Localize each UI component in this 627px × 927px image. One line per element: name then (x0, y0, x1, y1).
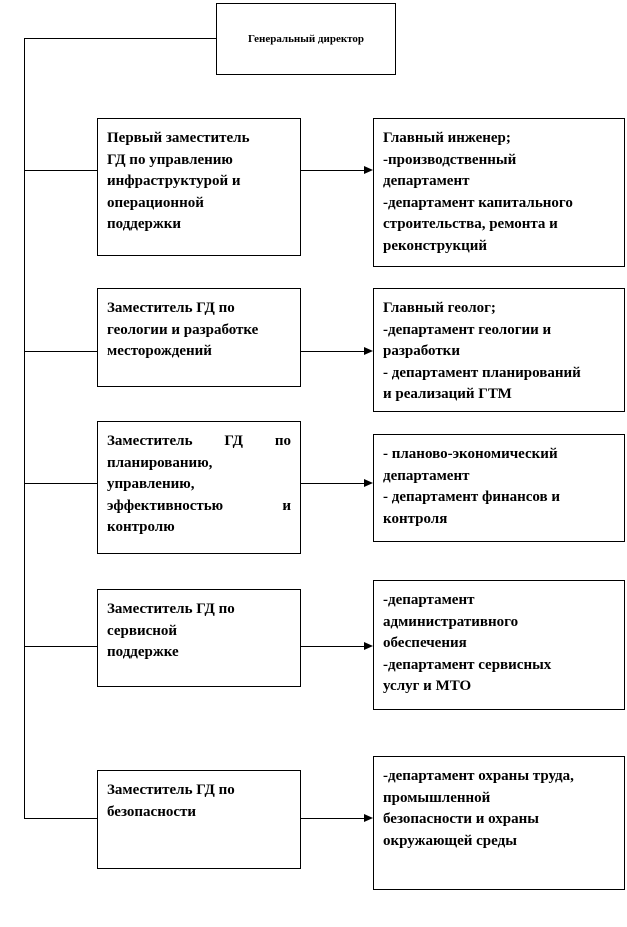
unit-box-4 (373, 580, 625, 710)
deputy-3-line-3: управлению, (107, 476, 195, 492)
unit-2-line-2: -департамент геологии и (383, 321, 552, 338)
unit-box-3 (373, 434, 625, 542)
deputy-3-line-4: эффективностью и (107, 497, 291, 514)
deputy-1-line-1: Первый заместитель (107, 130, 250, 146)
arrow-line-1 (301, 170, 364, 171)
unit-1-line-5: строительства, ремонта и (383, 216, 558, 232)
general-director-box (216, 3, 396, 75)
deputy-5-line-2: безопасности (107, 803, 197, 820)
unit-5-line-4: окружающей среды (383, 832, 517, 849)
unit-text-4 (383, 590, 615, 698)
unit-1-line-1: Главный инженер; (383, 130, 511, 146)
unit-4-line-3: обеспечения (383, 635, 467, 651)
unit-text-1 (383, 128, 615, 257)
deputy-4-line-1: Заместитель ГД по (107, 601, 235, 617)
deputy-2-line-3: месторождений (107, 343, 212, 359)
branch-connector-2 (24, 351, 97, 352)
deputy-box-5 (97, 770, 301, 869)
deputy-text-1 (107, 128, 291, 236)
unit-1-line-4: -департамент капитального (383, 194, 573, 211)
deputy-1-line-2: ГД по управлению (107, 151, 233, 168)
arrow-line-5 (301, 818, 364, 819)
deputy-text-3 (107, 431, 291, 539)
unit-2-line-5: и реализаций ГТМ (383, 386, 512, 402)
unit-5-line-2: промышленной (383, 789, 491, 806)
branch-connector-3 (24, 483, 97, 484)
deputy-text-2 (107, 298, 291, 363)
unit-5-line-1: -департамент охраны труда, (383, 768, 574, 784)
deputy-box-3 (97, 421, 301, 554)
unit-4-line-1: -департамент (383, 592, 475, 608)
unit-3-line-2: департамент (383, 467, 470, 484)
unit-1-line-2: -производственный (383, 151, 517, 168)
unit-2-line-1: Главный геолог; (383, 300, 496, 316)
branch-connector-1 (24, 170, 97, 171)
deputy-box-4 (97, 589, 301, 687)
unit-1-line-3: департамент (383, 173, 470, 189)
deputy-4-line-3: поддержке (107, 644, 179, 660)
unit-4-line-4: -департамент сервисных (383, 656, 552, 673)
unit-box-5 (373, 756, 625, 890)
unit-1-line-6: реконструкций (383, 237, 488, 254)
arrow-head-2 (364, 347, 373, 355)
deputy-1-line-4: операционной (107, 194, 204, 211)
unit-3-line-4: контроля (383, 510, 448, 527)
arrow-head-4 (364, 642, 373, 650)
unit-5-line-3: безопасности и охраны (383, 811, 539, 827)
deputy-1-line-3: инфраструктурой и (107, 173, 241, 189)
general-director-label: Генеральный директор (247, 33, 365, 45)
unit-3-line-1: - планово-экономический (383, 446, 558, 462)
arrow-line-4 (301, 646, 364, 647)
deputy-3-line-5: контролю (107, 519, 175, 535)
deputy-3-line-1: Заместитель ГД по (107, 433, 291, 449)
unit-4-line-2: административного (383, 613, 519, 630)
deputy-box-2 (97, 288, 301, 387)
unit-box-1 (373, 118, 625, 267)
deputy-3-line-2: планированию, (107, 454, 213, 471)
deputy-4-line-2: сервисной (107, 622, 178, 639)
arrow-line-2 (301, 351, 364, 352)
unit-2-line-4: - департамент планирований (383, 364, 581, 381)
deputy-5-line-1: Заместитель ГД по (107, 782, 235, 798)
deputy-box-1 (97, 118, 301, 256)
deputy-2-line-2: геологии и разработке (107, 321, 259, 338)
unit-4-line-5: услуг и МТО (383, 678, 472, 694)
unit-box-2 (373, 288, 625, 412)
unit-text-5 (383, 766, 615, 852)
unit-text-2 (383, 298, 615, 406)
deputy-text-4 (107, 599, 291, 664)
unit-3-line-3: - департамент финансов и (383, 489, 561, 505)
main-vertical-connector (24, 38, 25, 819)
branch-connector-5 (24, 818, 97, 819)
deputy-1-line-5: поддержки (107, 216, 182, 232)
director-connector-horizontal (24, 38, 216, 39)
arrow-line-3 (301, 483, 364, 484)
deputy-2-line-1: Заместитель ГД по (107, 300, 235, 316)
arrow-head-1 (364, 166, 373, 174)
unit-2-line-3: разработки (383, 343, 460, 359)
branch-connector-4 (24, 646, 97, 647)
unit-text-3 (383, 444, 615, 530)
deputy-text-5 (107, 780, 291, 823)
arrow-head-5 (364, 814, 373, 822)
arrow-head-3 (364, 479, 373, 487)
